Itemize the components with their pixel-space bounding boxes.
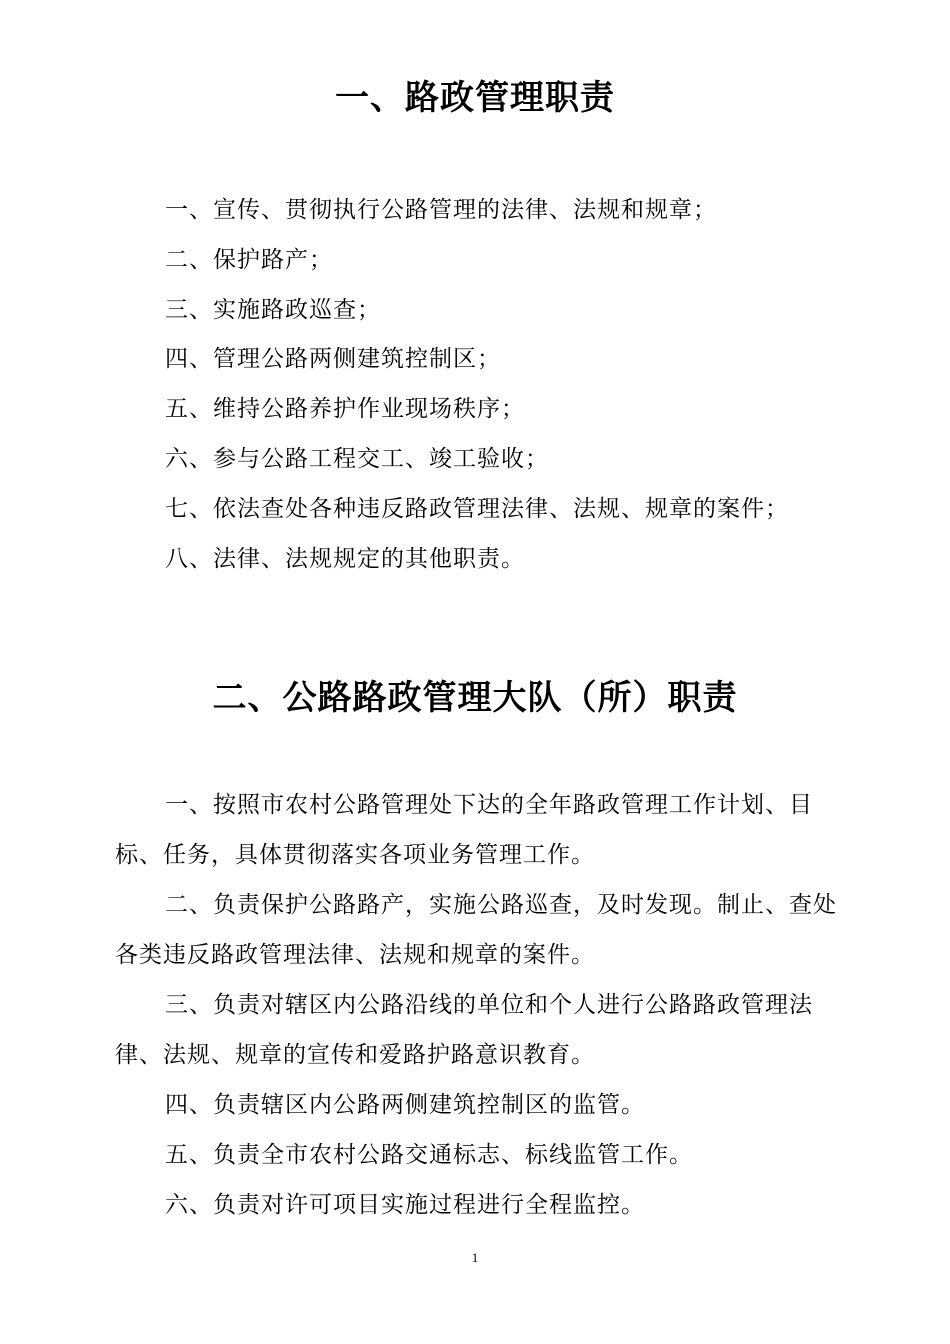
section-1-item-4: 四、管理公路两侧建筑控制区；: [165, 346, 501, 372]
section-1-title: 一、路政管理职责: [335, 78, 615, 118]
section-2-item-5: 五、负责全市农村公路交通标志、标线监管工作。: [165, 1142, 693, 1168]
section-1-item-6: 六、参与公路工程交工、竣工验收；: [165, 446, 549, 472]
section-2-item-2: 二、负责保护公路路产，实施公路巡查，及时发现。制止、查处各类违反路政管理法律、法规和规章的案件。: [115, 892, 837, 968]
section-1-item-5: 五、维持公路养护作业现场秩序；: [165, 396, 525, 422]
section-2-item-3: 三、负责对辖区内公路沿线的单位和个人进行公路路政管理法律、法规、规章的宣传和爱路护路意识教育。: [115, 992, 813, 1068]
section-1-item-8: 八、法律、法规规定的其他职责。: [165, 546, 525, 572]
section-1-item-7: 七、依法查处各种违反路政管理法律、法规、规章的案件；: [165, 496, 789, 522]
section-1-item-3: 三、实施路政巡查；: [165, 297, 381, 323]
section-1-item-2: 二、保护路产；: [165, 247, 333, 273]
section-2-item-1: 一、按照市农村公路管理处下达的全年路政管理工作计划、目标、任务，具体贯彻落实各项业务管理工作。: [115, 792, 813, 868]
page-number: 1: [471, 1250, 479, 1265]
section-2-title: 二、公路路政管理大队（所）职责: [212, 678, 738, 718]
section-1-item-1: 一、宣传、贯彻执行公路管理的法律、法规和规章；: [165, 197, 717, 223]
section-2-item-4: 四、负责辖区内公路两侧建筑控制区的监管。: [165, 1092, 645, 1118]
section-2-item-6: 六、负责对许可项目实施过程进行全程监控。: [165, 1192, 645, 1218]
